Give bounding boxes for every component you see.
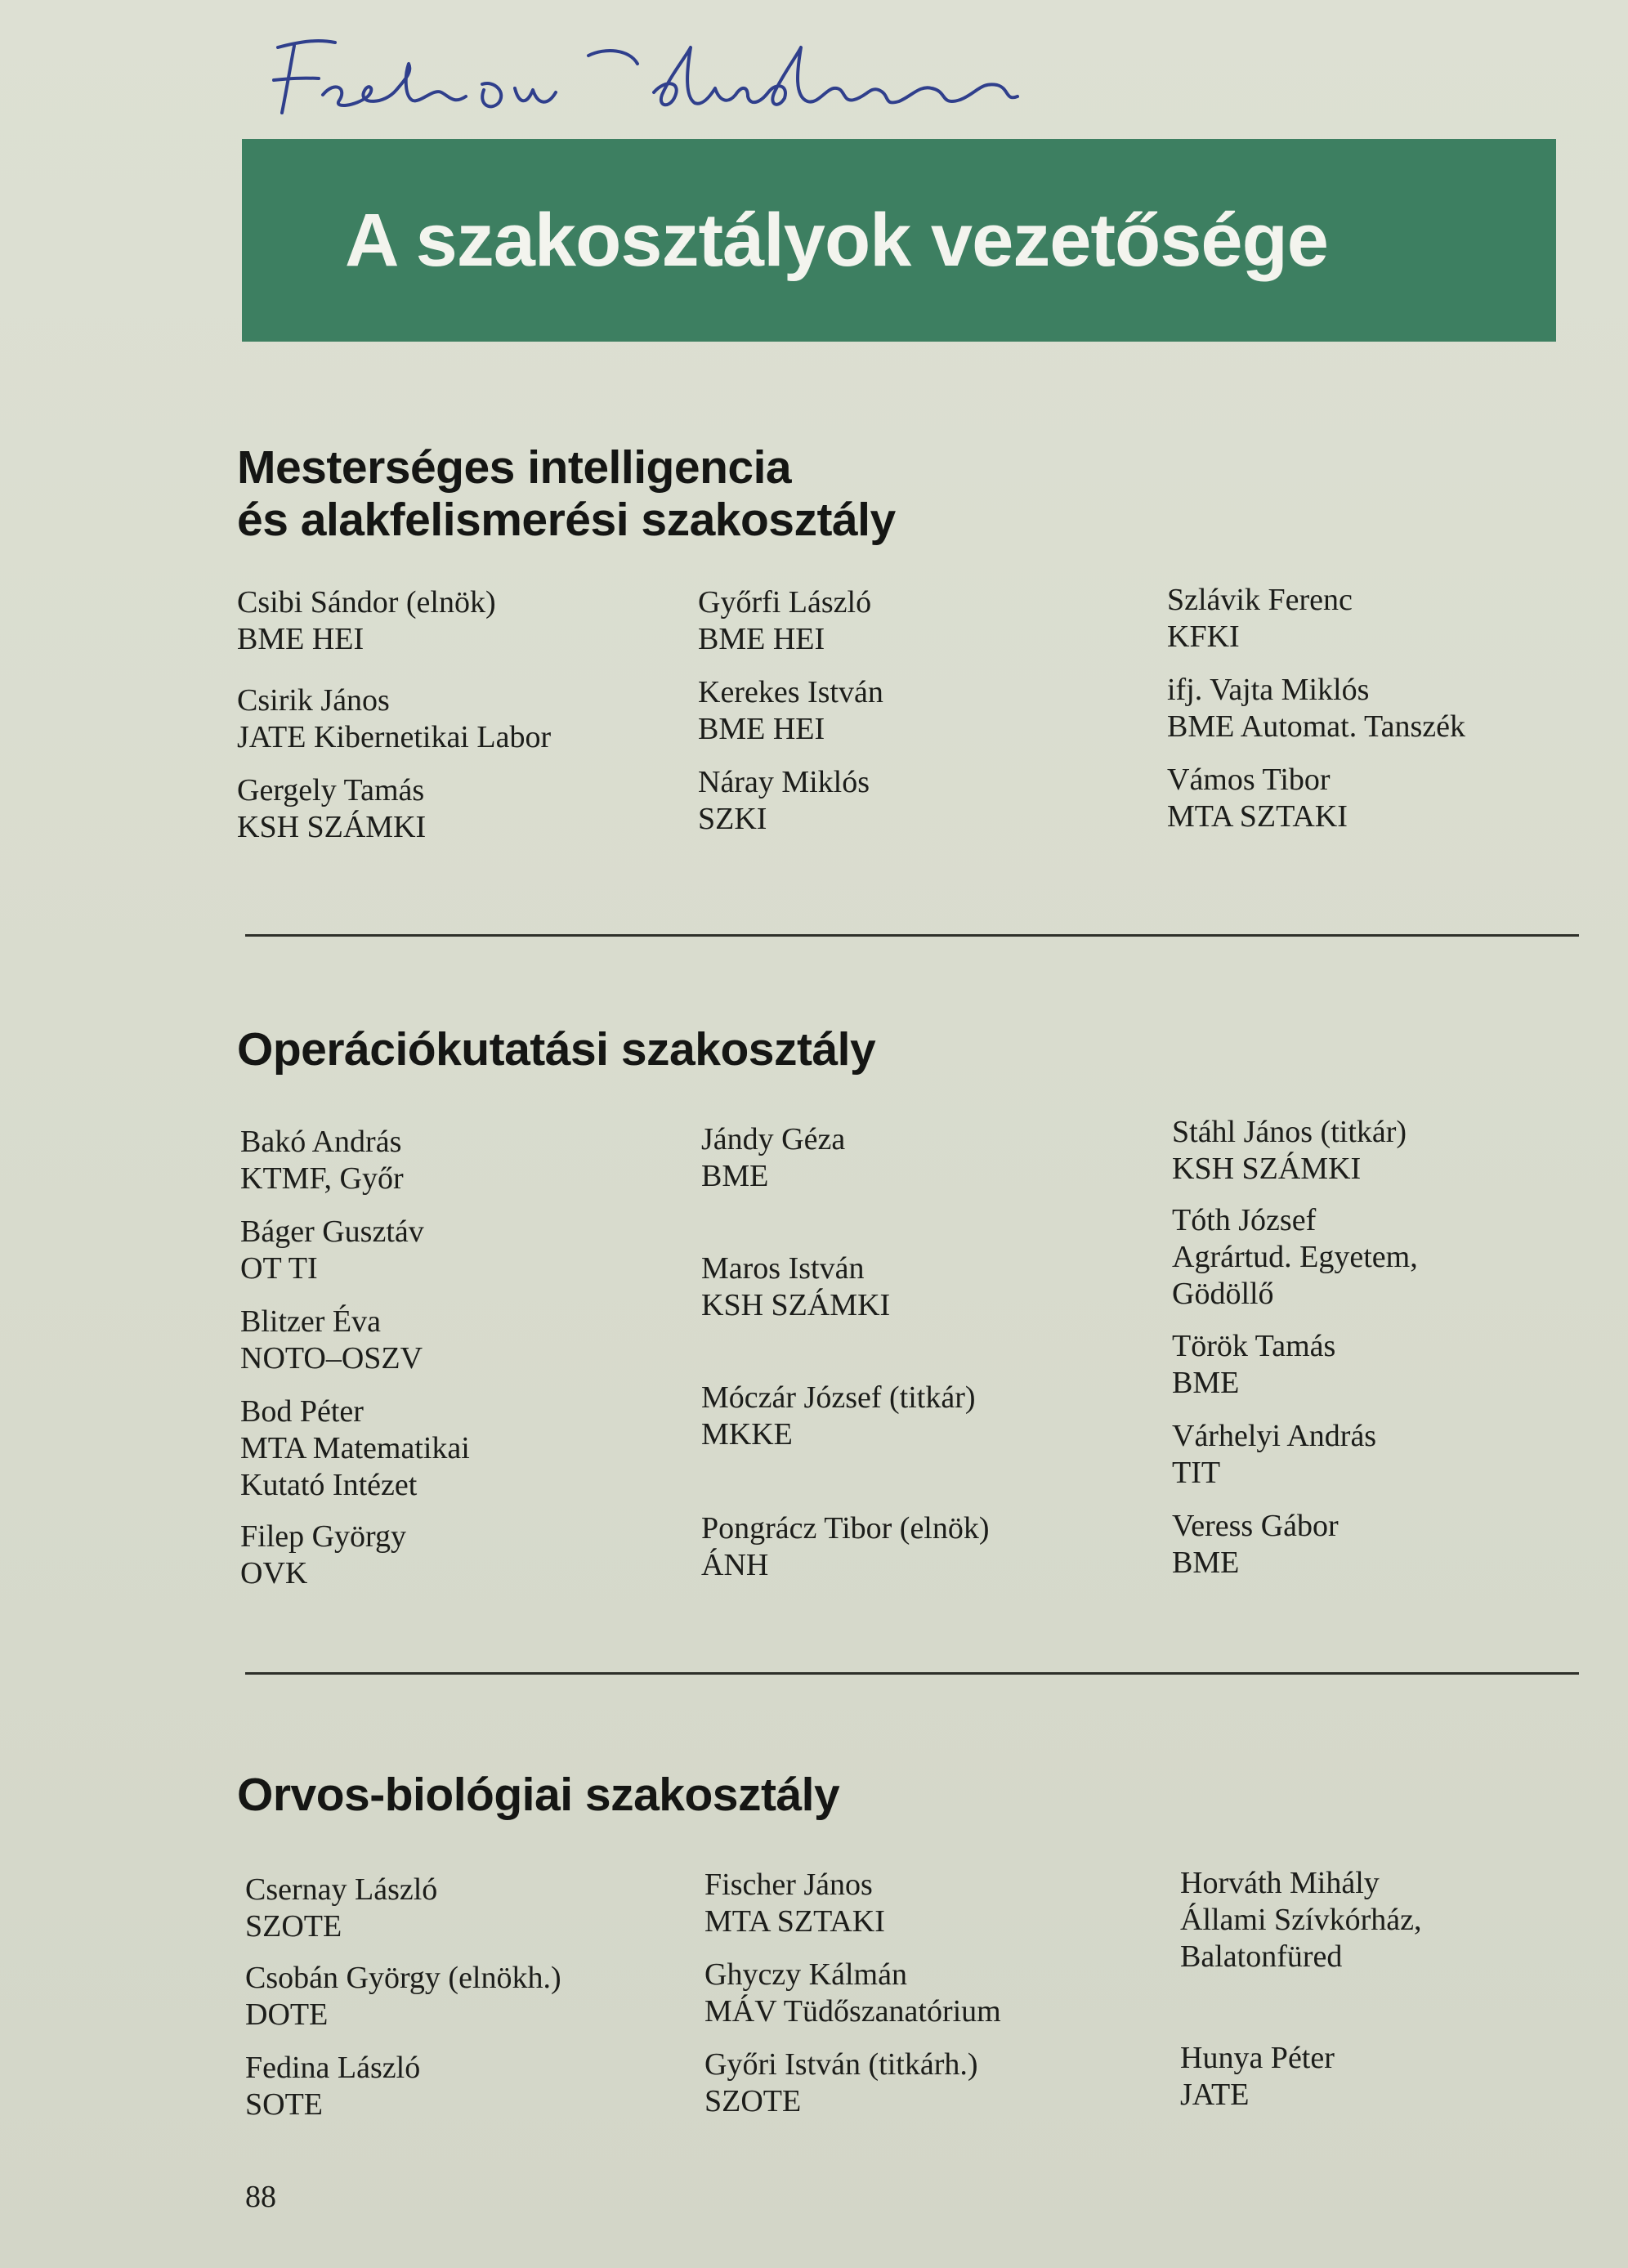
member-entry <box>240 1304 423 1377</box>
member-name: Jándy Géza <box>701 1122 846 1156</box>
member-org: BME HEI <box>237 622 365 656</box>
member-org: Balatonfüred <box>1180 1939 1343 1974</box>
section-divider <box>245 1672 1579 1675</box>
member-entry <box>240 1393 470 1504</box>
member-org: BME <box>1172 1546 1240 1580</box>
member-org: OT TI <box>240 1251 318 1286</box>
section-heading-operations-research <box>237 1023 875 1076</box>
section-heading-medical-biology <box>237 1769 839 1821</box>
member-name: Tóth József <box>1172 1203 1317 1237</box>
member-name: Pongrácz Tibor (elnök) <box>701 1511 990 1546</box>
member-org: BME <box>701 1159 769 1193</box>
member-entry <box>1172 1328 1335 1402</box>
page-title: A szakosztályok vezetősége <box>345 198 1328 282</box>
member-entry <box>1167 672 1465 745</box>
member-org: KSH SZÁMKI <box>1172 1152 1362 1186</box>
member-entry <box>240 1124 404 1197</box>
member-entry <box>237 682 551 756</box>
member-org: JATE Kibernetikai Labor <box>237 720 552 754</box>
member-name: Csibi Sándor (elnök) <box>237 585 496 620</box>
member-name: Gergely Tamás <box>237 773 425 807</box>
member-name: Hunya Péter <box>1180 2041 1335 2075</box>
member-org: SZOTE <box>704 2084 802 2118</box>
member-entry <box>1180 2040 1335 2114</box>
member-org: KSH SZÁMKI <box>701 1288 891 1322</box>
member-org: SOTE <box>245 2087 323 2122</box>
member-org: KSH SZÁMKI <box>237 810 427 844</box>
member-name: Bod Péter <box>240 1394 364 1429</box>
member-org: BME HEI <box>698 622 825 656</box>
member-entry <box>701 1510 990 1584</box>
section-heading-line: Operációkutatási szakosztály <box>237 1023 876 1076</box>
page-number: 88 <box>245 2180 276 2214</box>
member-org: BME HEI <box>698 712 825 746</box>
member-name: Filep György <box>240 1519 407 1554</box>
handwritten-annotation <box>245 31 1046 121</box>
member-name: Bakó András <box>240 1125 402 1159</box>
section-heading-line: Orvos-biológiai szakosztály <box>237 1769 840 1821</box>
member-org: MTA SZTAKI <box>1167 799 1348 834</box>
member-name: Maros István <box>701 1251 865 1286</box>
section-divider <box>245 934 1579 937</box>
member-entry <box>704 1957 1001 2030</box>
member-entry <box>240 1214 424 1287</box>
member-entry <box>1172 1114 1407 1188</box>
member-name: Blitzer Éva <box>240 1304 381 1339</box>
member-entry <box>237 772 426 846</box>
member-entry <box>704 2047 978 2120</box>
member-name: Náray Miklós <box>698 765 870 799</box>
member-name: Csobán György (elnökh.) <box>245 1961 561 1995</box>
member-org: JATE <box>1180 2078 1250 2112</box>
member-name: Báger Gusztáv <box>240 1215 424 1249</box>
member-name: Kerekes István <box>698 675 883 709</box>
member-org: BME Automat. Tanszék <box>1167 709 1465 744</box>
member-name: Móczár József (titkár) <box>701 1380 976 1415</box>
member-name: Veress Gábor <box>1172 1509 1339 1543</box>
title-banner <box>242 139 1556 342</box>
member-org: SZKI <box>698 802 767 836</box>
member-org: NOTO–OSZV <box>240 1341 423 1376</box>
member-entry <box>701 1250 890 1324</box>
section-heading-ai <box>237 441 896 546</box>
member-entry <box>1180 1865 1421 1975</box>
member-name: Török Tamás <box>1172 1329 1336 1363</box>
member-entry <box>698 584 871 658</box>
section-heading-line: Mesterséges intelligencia <box>237 441 792 494</box>
member-entry <box>698 764 870 838</box>
member-entry <box>704 1867 885 1940</box>
member-org: DOTE <box>245 1997 329 2032</box>
member-name: Stáhl János (titkár) <box>1172 1115 1407 1149</box>
member-entry <box>245 1872 437 1945</box>
member-entry <box>1172 1418 1376 1492</box>
member-name: Győri István (titkárh.) <box>704 2047 978 2082</box>
member-entry <box>698 674 883 748</box>
member-org: BME <box>1172 1366 1240 1400</box>
member-entry <box>245 2050 420 2123</box>
member-org: TIT <box>1172 1456 1221 1490</box>
member-name: Szlávik Ferenc <box>1167 583 1353 617</box>
member-org: KFKI <box>1167 620 1240 654</box>
member-org: MÁV Tüdőszanatórium <box>704 1994 1001 2029</box>
member-entry <box>1167 582 1353 655</box>
member-entry <box>1167 762 1348 835</box>
member-name: Fischer János <box>704 1868 873 1902</box>
member-org: Kutató Intézet <box>240 1468 418 1502</box>
member-name: Ghyczy Kálmán <box>704 1957 907 1992</box>
member-entry <box>701 1121 845 1195</box>
member-entry <box>1172 1508 1339 1581</box>
member-entry <box>701 1380 976 1453</box>
member-name: Vámos Tibor <box>1167 763 1331 797</box>
member-name: Horváth Mihály <box>1180 1866 1380 1900</box>
member-name: Győrfi László <box>698 585 872 620</box>
member-org: Agrártud. Egyetem, <box>1172 1240 1418 1274</box>
member-entry <box>237 584 496 658</box>
member-org: MTA Matematikai <box>240 1431 470 1465</box>
member-name: Várhelyi András <box>1172 1419 1377 1453</box>
member-org: SZOTE <box>245 1909 342 1944</box>
member-entry <box>240 1519 406 1592</box>
member-org: MTA SZTAKI <box>704 1904 885 1939</box>
member-org: OVK <box>240 1556 308 1590</box>
member-org: ÁNH <box>701 1548 769 1582</box>
member-name: Csernay László <box>245 1872 438 1907</box>
member-org: Állami Szívkórház, <box>1180 1903 1422 1937</box>
member-name: Csirik János <box>237 683 390 718</box>
member-name: ifj. Vajta Miklós <box>1167 673 1370 707</box>
member-entry <box>245 1960 561 2033</box>
member-name: Fedina László <box>245 2051 421 2085</box>
section-heading-line: és alakfelismerési szakosztály <box>237 494 896 546</box>
member-org: KTMF, Győr <box>240 1161 404 1196</box>
member-org: Gödöllő <box>1172 1277 1274 1311</box>
member-org: MKKE <box>701 1417 793 1452</box>
member-entry <box>1172 1202 1418 1313</box>
